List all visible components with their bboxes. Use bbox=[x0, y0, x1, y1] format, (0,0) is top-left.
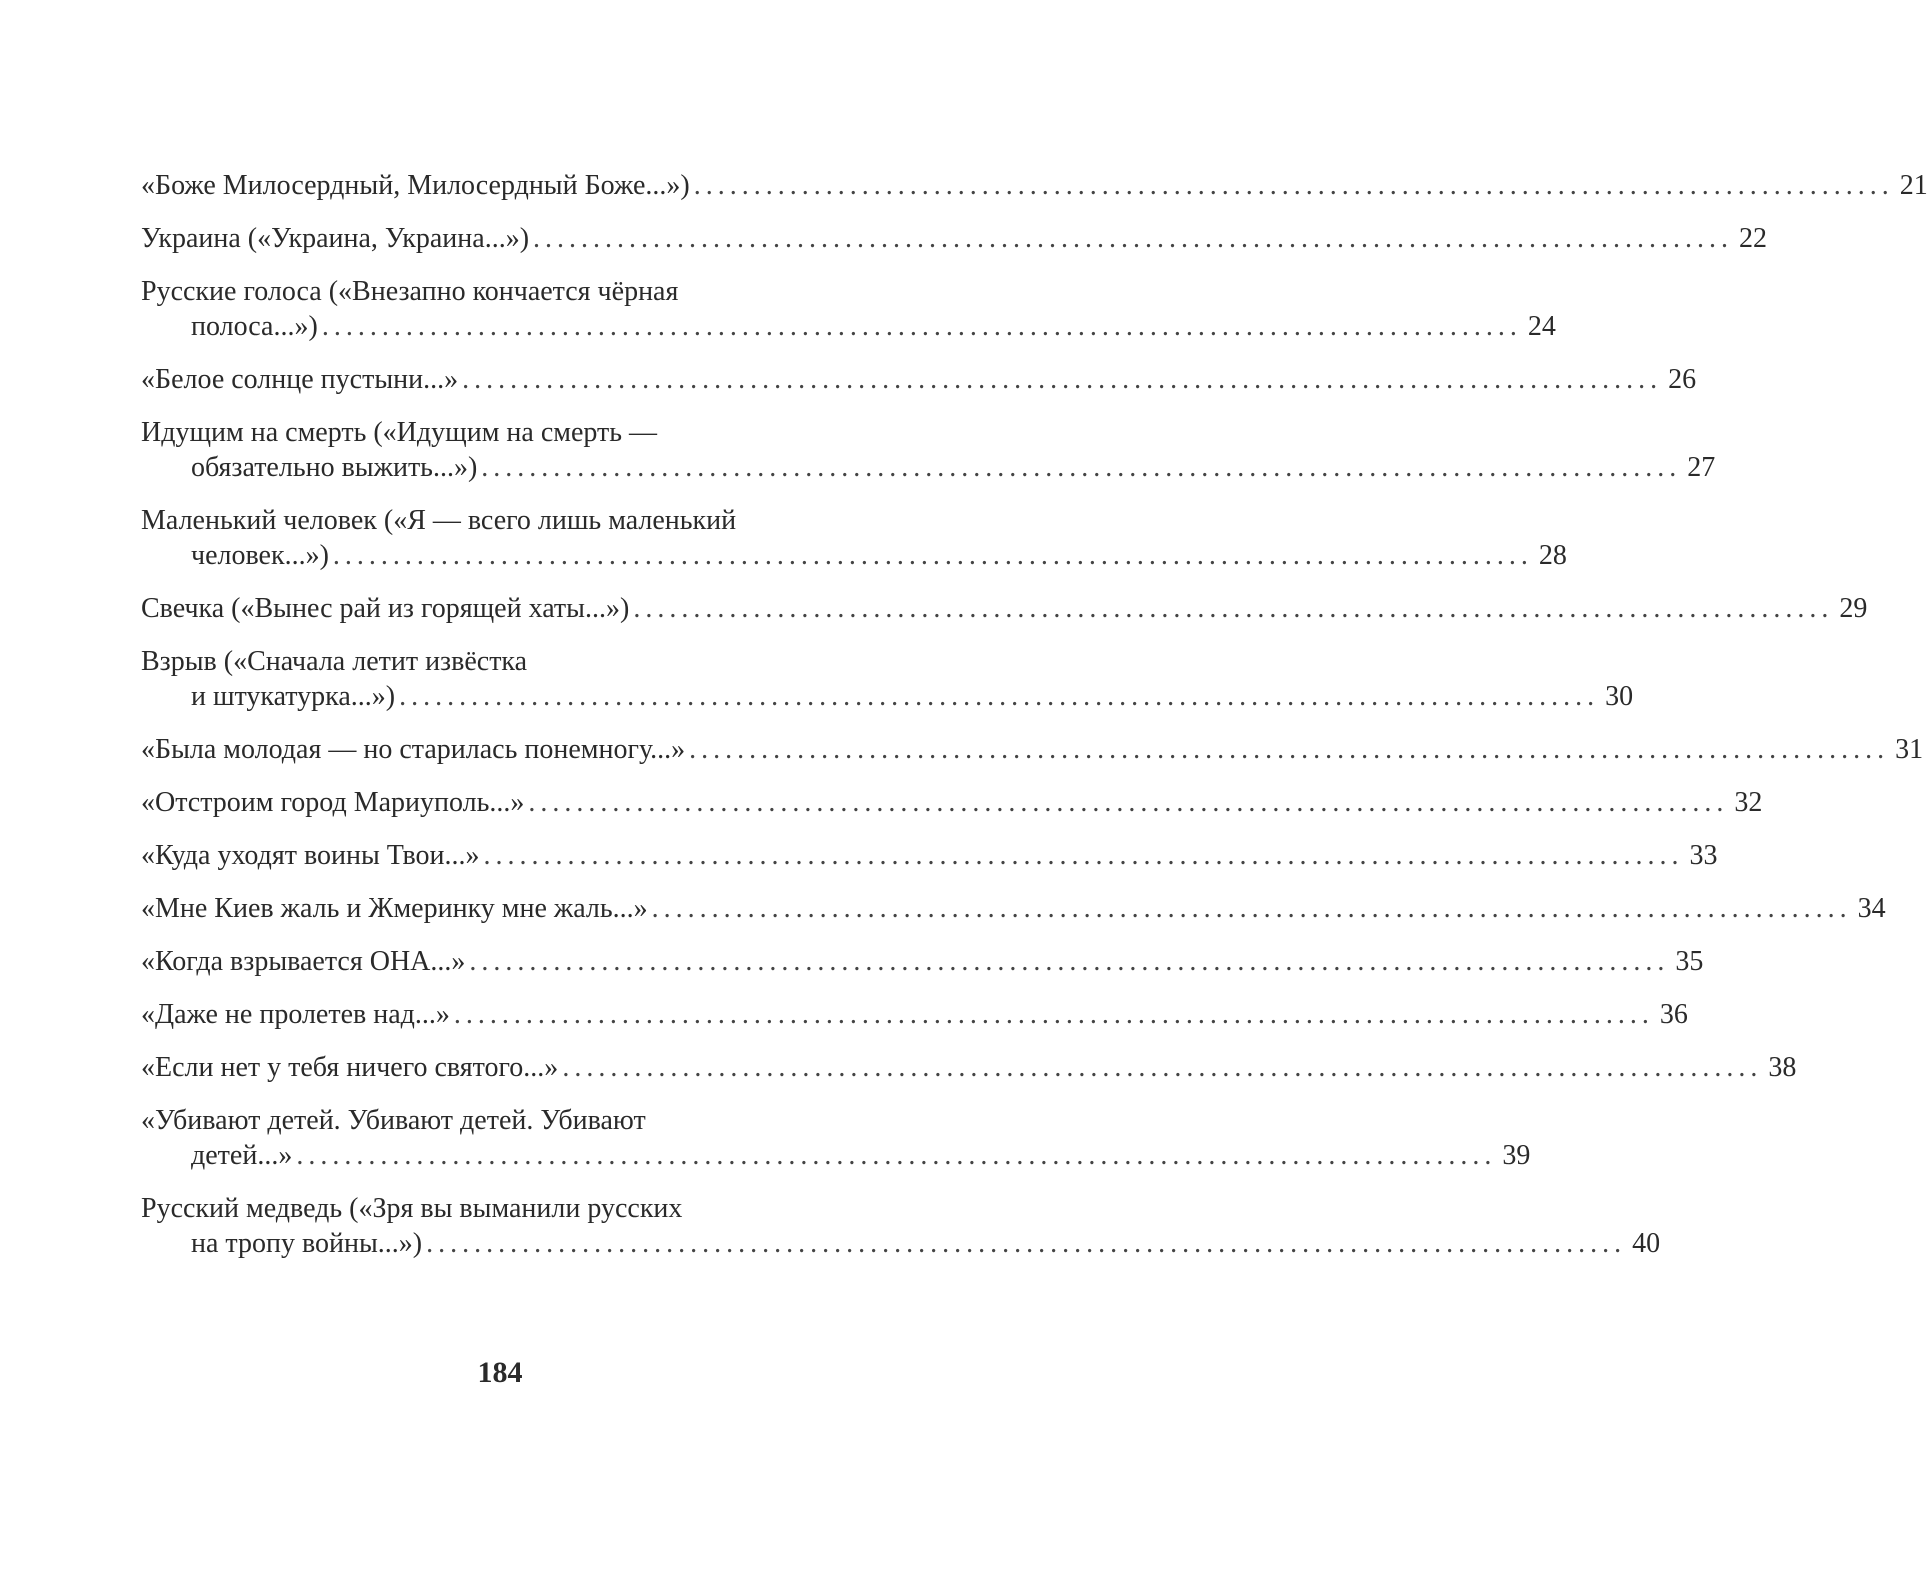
toc-entry-title-continued: полоса...») bbox=[191, 311, 318, 342]
toc-page-number: 22 bbox=[1739, 223, 1768, 254]
toc-entry bbox=[141, 785, 1763, 820]
toc-line-first bbox=[141, 1103, 859, 1138]
toc-entry-title-continued: человек...») bbox=[191, 540, 329, 571]
toc-page-number: 24 bbox=[1527, 311, 1556, 342]
toc-entry-title: «Отстроим город Мариуполь...» bbox=[141, 787, 525, 818]
toc-page-number: 38 bbox=[1768, 1052, 1797, 1083]
toc-leader-dots: .................................................................................................... bbox=[296, 1140, 1497, 1171]
toc-line bbox=[141, 1226, 1661, 1261]
toc-line-first bbox=[141, 1191, 859, 1226]
toc-leader-dots: .................................................................................................... bbox=[633, 593, 1834, 624]
toc-leader-dots: .................................................................................................... bbox=[562, 1052, 1763, 1083]
toc-line bbox=[141, 785, 1763, 820]
toc-page-number: 26 bbox=[1668, 364, 1697, 395]
toc-line bbox=[141, 838, 1718, 873]
toc-entry bbox=[141, 1191, 1661, 1261]
toc-entry bbox=[141, 1103, 1531, 1173]
toc-entry bbox=[141, 362, 1697, 397]
toc-entry bbox=[141, 415, 1716, 485]
toc-leader-dots: .................................................................................................... bbox=[651, 893, 1852, 924]
toc-line bbox=[141, 362, 1697, 397]
toc-entry-title: «Даже не пролетев над...» bbox=[141, 999, 450, 1030]
toc-entry-title: Русский медведь («Зря вы выманили русских bbox=[141, 1193, 683, 1224]
toc-entry-title: «Если нет у тебя ничего святого...» bbox=[141, 1052, 559, 1083]
toc-line bbox=[141, 732, 1924, 767]
toc-entry-title-continued: и штукатурка...») bbox=[191, 681, 396, 712]
toc-line bbox=[141, 221, 1768, 256]
toc-entry bbox=[141, 503, 1567, 573]
toc-line bbox=[141, 891, 1886, 926]
toc-page-number: 34 bbox=[1857, 893, 1886, 924]
toc-entry-title-continued: на тропу войны...») bbox=[191, 1228, 423, 1259]
toc-page-number: 36 bbox=[1659, 999, 1688, 1030]
toc-page-number: 33 bbox=[1689, 840, 1718, 871]
toc-page-number: 35 bbox=[1675, 946, 1704, 977]
toc-entry-title: «Когда взрывается ОНА...» bbox=[141, 946, 466, 977]
toc-line-first bbox=[141, 415, 859, 450]
toc-entry bbox=[141, 1050, 1797, 1085]
toc-leader-dots: .................................................................................................... bbox=[453, 999, 1654, 1030]
toc-page-number: 30 bbox=[1605, 681, 1634, 712]
toc-page-number: 28 bbox=[1538, 540, 1567, 571]
toc-leader-dots: .................................................................................................... bbox=[321, 311, 1522, 342]
toc-entry-title: Украина («Украина, Украина...») bbox=[141, 223, 530, 254]
toc-entry-title: Идущим на смерть («Идущим на смерть — bbox=[141, 417, 658, 448]
toc-entry-title: «Боже Милосердный, Милосердный Боже...») bbox=[141, 170, 690, 201]
toc-leader-dots: .................................................................................................... bbox=[533, 223, 1734, 254]
toc-leader-dots: .................................................................................................... bbox=[426, 1228, 1627, 1259]
toc-line bbox=[141, 309, 1556, 344]
toc-leader-dots: .................................................................................................... bbox=[462, 364, 1663, 395]
toc-entry-title: Русские голоса («Внезапно кончается чёрная bbox=[141, 276, 679, 307]
page-number: 184 bbox=[477, 1356, 523, 1389]
table-of-contents bbox=[141, 168, 1928, 1279]
toc-leader-dots: .................................................................................................... bbox=[469, 946, 1670, 977]
toc-line bbox=[141, 997, 1688, 1032]
toc-entry-title: «Была молодая — но старилась понемногу...» bbox=[141, 734, 686, 765]
toc-leader-dots: .................................................................................................... bbox=[528, 787, 1729, 818]
toc-leader-dots: .................................................................................................... bbox=[481, 452, 1682, 483]
toc-line bbox=[141, 591, 1868, 626]
toc-page-number: 21 bbox=[1899, 170, 1928, 201]
toc-entry bbox=[141, 997, 1688, 1032]
toc-line-first bbox=[141, 274, 859, 309]
toc-entry-title: Свечка («Вынес рай из горящей хаты...») bbox=[141, 593, 630, 624]
toc-entry bbox=[141, 221, 1768, 256]
toc-leader-dots: .................................................................................................... bbox=[399, 681, 1600, 712]
toc-line-first bbox=[141, 503, 859, 538]
toc-line bbox=[141, 168, 1928, 203]
toc-entry-title-continued: детей...» bbox=[191, 1140, 293, 1171]
toc-entry-title: «Мне Киев жаль и Жмеринку мне жаль...» bbox=[141, 893, 648, 924]
toc-line bbox=[141, 538, 1567, 573]
toc-page-number: 31 bbox=[1895, 734, 1924, 765]
toc-leader-dots: .................................................................................................... bbox=[483, 840, 1684, 871]
toc-entry-title: Взрыв («Сначала летит извёстка bbox=[141, 646, 528, 677]
toc-line bbox=[141, 679, 1634, 714]
toc-entry bbox=[141, 274, 1556, 344]
toc-page-number: 40 bbox=[1632, 1228, 1661, 1259]
toc-entry-title-continued: обязательно выжить...») bbox=[191, 452, 478, 483]
toc-entry bbox=[141, 732, 1924, 767]
toc-page-number: 32 bbox=[1734, 787, 1763, 818]
toc-entry bbox=[141, 168, 1928, 203]
toc-page-number: 27 bbox=[1687, 452, 1716, 483]
toc-entry-title: «Куда уходят воины Твои...» bbox=[141, 840, 480, 871]
toc-leader-dots: .................................................................................................... bbox=[332, 540, 1533, 571]
toc-page-number: 29 bbox=[1839, 593, 1868, 624]
toc-line-first bbox=[141, 644, 859, 679]
toc-line bbox=[141, 450, 1716, 485]
toc-entry bbox=[141, 591, 1868, 626]
toc-page-number: 39 bbox=[1502, 1140, 1531, 1171]
toc-entry bbox=[141, 944, 1704, 979]
toc-entry bbox=[141, 838, 1718, 873]
toc-entry bbox=[141, 644, 1634, 714]
toc-entry bbox=[141, 891, 1886, 926]
toc-leader-dots: .................................................................................................... bbox=[689, 734, 1890, 765]
toc-entry-title: «Белое солнце пустыни...» bbox=[141, 364, 459, 395]
toc-line bbox=[141, 1050, 1797, 1085]
toc-leader-dots: .................................................................................................... bbox=[693, 170, 1894, 201]
toc-entry-title: «Убивают детей. Убивают детей. Убивают bbox=[141, 1105, 646, 1136]
toc-entry-title: Маленький человек («Я — всего лишь маленький bbox=[141, 505, 737, 536]
toc-line bbox=[141, 1138, 1531, 1173]
toc-line bbox=[141, 944, 1704, 979]
